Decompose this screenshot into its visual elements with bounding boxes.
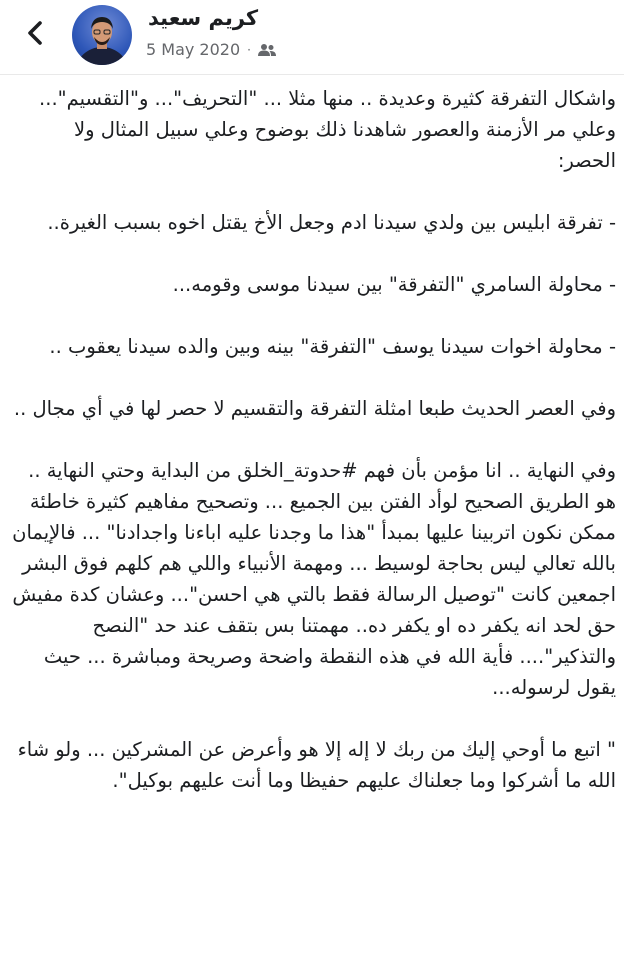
friends-icon xyxy=(258,43,276,57)
post-paragraph: وفي النهاية .. انا مؤمن بأن فهم #حدوتة_الخلق من البداية وحتي النهاية .. هو الطريق الصحيح لوأد الفتن بين الجميع ... وتصحيح مفاهيم كثيرة خاطئة ممكن نكون اتربينا عليها بمبدأ "هذا ما وجدنا عليه اباءنا واجدادنا" ... فالإيمان بالله تعالي ليس بحاجة لوسيط ... ومهمة الأنبياء واللي هم كلهم فوق البشر اجمعين كانت "توصيل الرسالة فقط بالتي هي احسن"... وعشان كدة مفيش حق لحد انه يكفر ده او يكفر ده.. مهمتنا بس بتقف عند حد "النصح والتذكير".... فأية الله في هذه النقطة واضحة وصريحة ومباشرة ... حيث يقول لرسوله... xyxy=(5,459,616,699)
meta-separator: · xyxy=(247,42,251,57)
post-paragraph: " اتبع ما أوحي إليك من ربك لا إله إلا هو وأعرض عن المشركين ... ولو شاء الله ما أشركوا وما جعلناك عليهم حفيظا وما أنت عليهم بوكيل". xyxy=(11,738,616,792)
author-name[interactable]: كريم سعيد xyxy=(148,6,259,30)
avatar[interactable] xyxy=(72,5,132,65)
post-paragraph: واشكال التفرقة كثيرة وعديدة .. منها مثلا ... "التحريف"... و"التقسيم"... وعلي مر الأزمنة والعصور شاهدنا ذلك بوضوح وعلي سبيل المثال ولا الحصر: xyxy=(32,87,616,172)
post-date[interactable]: 5 May 2020 xyxy=(146,40,241,59)
chevron-left-icon xyxy=(26,20,44,46)
back-button[interactable] xyxy=(20,18,50,48)
post-paragraph: وفي العصر الحديث طبعا امثلة التفرقة والتقسيم لا حصر لها في أي مجال .. xyxy=(13,397,616,420)
post-paragraph: - محاولة اخوات سيدنا يوسف "التفرقة" بينه وبين والده سيدنا يعقوب .. xyxy=(49,335,616,358)
post-paragraph: - تفرقة ابليس بين ولدي سيدنا ادم وجعل الأخ يقتل اخوه بسبب الغيرة.. xyxy=(47,211,616,234)
post-header xyxy=(0,0,624,75)
post-meta xyxy=(146,40,276,59)
profile-photo xyxy=(72,5,132,65)
post-paragraph: - محاولة السامري "التفرقة" بين سيدنا موسى وقومه... xyxy=(172,273,616,296)
post-body xyxy=(0,75,624,796)
